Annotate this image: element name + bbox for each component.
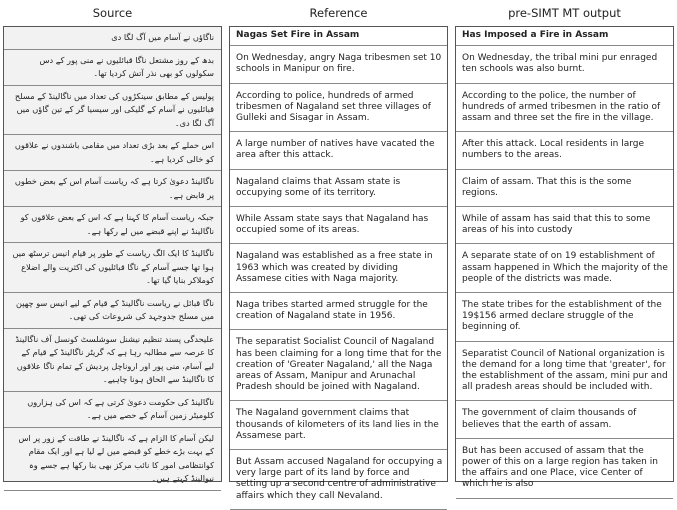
mt-output-paragraph: Claim of assam. That this is the some regions. [456,170,673,207]
source-paragraph: لیکن آسام کا الزام ہے کہ ناگالینڈ نے طاقت کے زور پر اس کے بہت بڑے خطے کو قبضے میں لے لیا ہے اور ایک مقام کوانتظامی امور کا نائب مرکز بھی بنا رکھا ہے جسے وہ نیوالینڈ کہتے ہیں۔ [4,428,221,491]
reference-paragraph: Nagaland was established as a free state in 1963 which was created by dividing Assamese cities with Naga majority. [230,244,447,293]
source-paragraph: بدھ کے روز مشتعل ناگا قبائلیوں نے منی پور کے دس سکولوں کو بھی نذر آتش کردیا تھا۔ [4,50,221,86]
mt-output-paragraph: But has been accused of assam that the power of this on a large region has taken in the affairs and one Place, vice Center of which he is also [456,439,673,499]
mt-output-paragraph: The state tribes for the establishment of the 19$156 armed declare struggle of the beginning of. [456,293,673,342]
reference-paragraph: On Wednesday, angry Naga tribesmen set 10 schools in Manipur on fire. [230,46,447,83]
mt-output-headline: Has Imposed a Fire in Assam [456,27,673,46]
source-column [3,0,222,485]
reference-headline: Nagas Set Fire in Assam [230,27,447,46]
reference-paragraph: Naga tribes started armed struggle for the creation of Nagaland state in 1956. [230,293,447,330]
reference-paragraph: According to police, hundreds of armed tribesmen of Nagaland set three villages of Gulleki and Sisagar in Assam. [230,84,447,133]
source-paragraph: اس حملے کے بعد بڑی تعداد میں مقامی باشندوں نے علاقوں کو خالی کردیا ہے۔ [4,135,221,171]
reference-paragraph: A large number of natives have vacated the area after this attack. [230,132,447,169]
reference-paragraph: The Nagaland government claims that thousands of kilometers of its land lies in the Assamese part. [230,401,447,450]
mt-output-paragraph: Separatist Council of National organization is the demand for a long time that 'greater', for the establishment of the assam, mini pur and all pradesh areas should be included with. [456,342,673,402]
source-headline: ناگاؤں نے آسام میں آگ لگا دی [4,27,221,50]
source-text-box [3,26,222,482]
reference-text-box [229,26,448,501]
reference-paragraph: While Assam state says that Nagaland has occupied some of its areas. [230,207,447,244]
mt-output-paragraph: While of assam has said that this to some areas of his into custody [456,207,673,244]
mt-output-paragraph: After this attack. Local residents in large numbers to the areas. [456,132,673,169]
mt-output-column [455,0,674,490]
source-paragraph: ناگا قبائل نے ریاست ناگالینڈ کے قیام کے لیے انیس سو چھپن میں مسلح جدوجہد کی شروعات کی تھی۔ [4,293,221,329]
source-column-title: Source [92,6,133,20]
source-paragraph: پولیس کے مطابق سینکڑوں کی تعداد میں ناگالینڈ کے مسلح قبائلیوں نے آسام کے گلیکی اور سیسیا گر کے تین گاؤں میں آگ لگا دی۔ [4,86,221,136]
source-paragraph: ناگالینڈ کا ایک الگ ریاست کے طور پر قیام انیس ترسٹھ میں ہوا تھا جسے آسام کے ناگا قبائلیوں کی اکثریت والے اضلاع کوملاکر بنایا گیا تھا۔ [4,243,221,293]
mt-output-paragraph: On Wednesday, the tribal mini pur enraged ten schools was also burnt. [456,46,673,83]
reference-paragraph: The separatist Socialist Council of Nagaland has been claiming for a long time that for the creation of 'Greater Nagaland,' all the Naga areas of Assam, Manipur and Arunachal Pradesh should be joined with Nagaland. [230,330,447,401]
mt-output-column-title: pre-SIMT MT output [508,6,621,20]
source-paragraph: ناگالینڈ کی حکومت دعویٰ کرتی ہے کہ اس کی ہزاروں کلومیٹر زمین آسام کے حصے میں ہے۔ [4,392,221,428]
source-paragraph: جبکہ ریاست آسام کا کہنا ہے کہ اس کے بعض علاقوں کو ناگالینڈ نے اپنے قبضے میں لے رکھا ہے۔ [4,207,221,243]
source-paragraph: ناگالینڈ دعویٰ کرتا ہے کہ ریاست آسام اس کے بعض خطوں پر قابض ہے۔ [4,171,221,207]
mt-output-paragraph: The government of claim thousands of believes that the earth of assam. [456,401,673,438]
mt-output-text-box [455,26,674,490]
mt-output-paragraph: A separate state of on 19 establishment of assam happened in Which the majority of the people of the districts was made. [456,244,673,293]
source-paragraph: علیحدگی پسند تنظیم نیشنل سوشلسٹ کونسل آف ناگالینڈ کا عرصہ سے مطالبہ رہا ہے کہ گریٹر ناگالینڈ کے قیام کے لیے آسام، منی پور اور اروناچل پردیش کے تمام ناگا علاقوں کا ناگالینڈ سے الحاق ہونا چاہیے۔ [4,329,221,392]
reference-column-title: Reference [309,6,368,20]
mt-output-paragraph: According to the police, the number of hundreds of armed tribesmen in the ratio of assam and three set the fire in the village. [456,84,673,133]
reference-paragraph: Nagaland claims that Assam state is occupying some of its territory. [230,170,447,207]
reference-paragraph: But Assam accused Nagaland for occupying a very large part of its land by force and setting up a second centre of administrative affairs which they call Nevaland. [230,450,447,510]
reference-column [229,0,448,501]
